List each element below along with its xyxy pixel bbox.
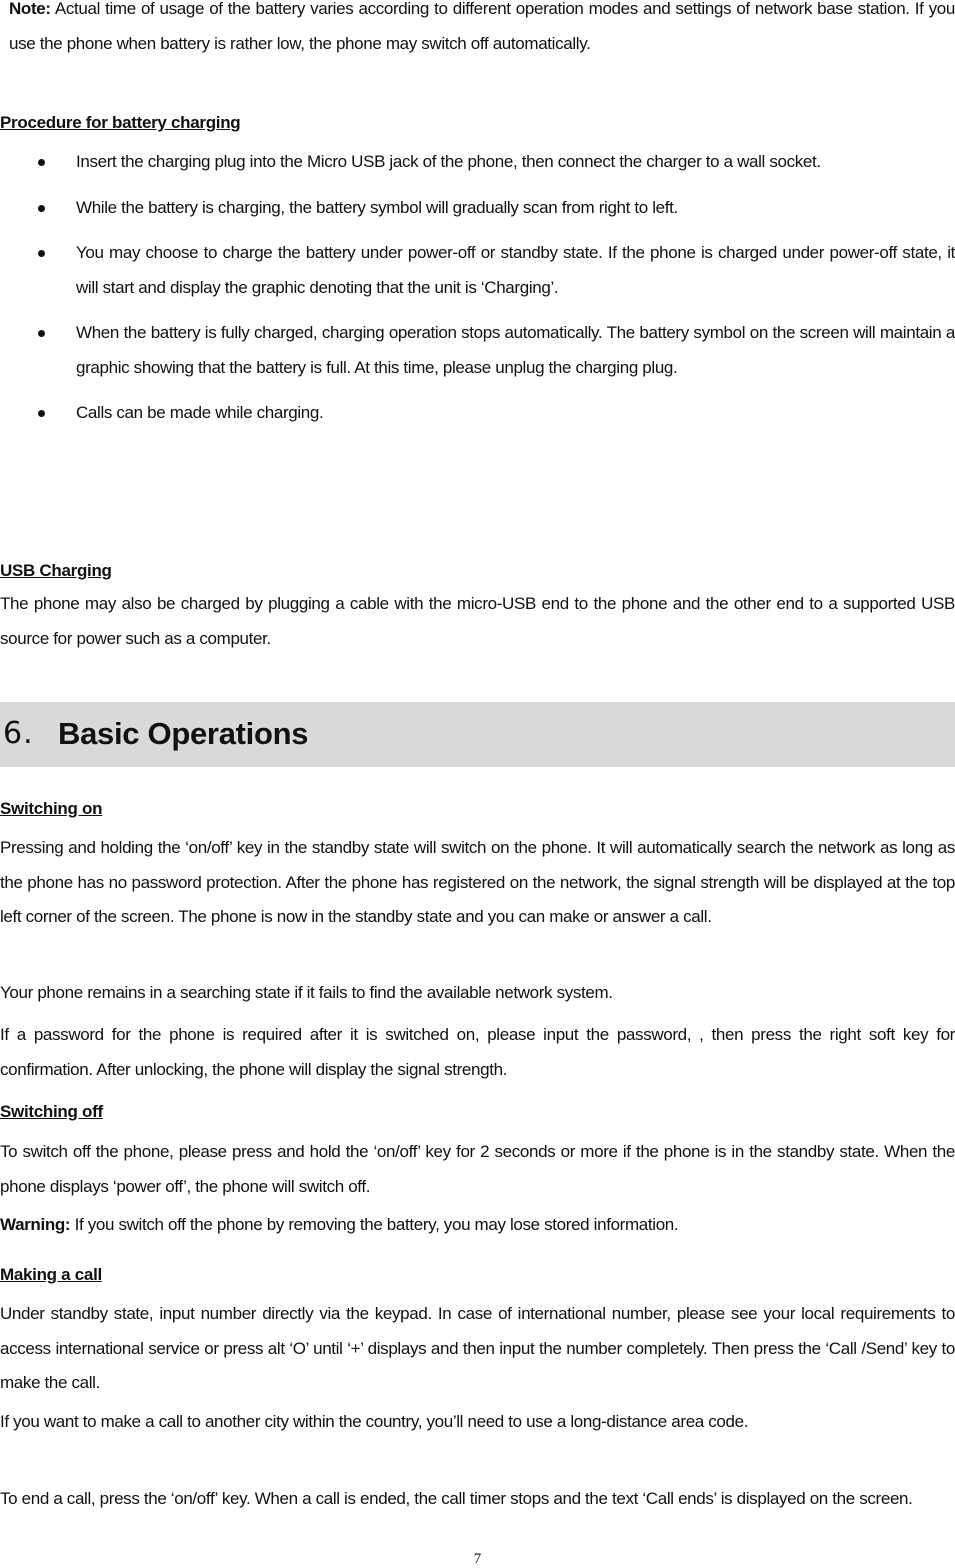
charging-steps-list [0, 145, 955, 442]
password-paragraph: If a password for the phone is required after it is switched on, please input the password, , then press the right soft key for confirmation. After unlocking, the phone will display the signal strength. [0, 1025, 955, 1079]
bullet-icon [38, 205, 45, 212]
battery-charging-heading: Procedure for battery charging [0, 113, 241, 132]
list-item [0, 236, 955, 305]
page-number: 7 [473, 1551, 482, 1567]
switching-off-heading: Switching off [0, 1102, 103, 1121]
warning-paragraph [0, 1208, 955, 1243]
bullet-icon [38, 330, 45, 337]
list-item-text: Insert the charging plug into the Micro USB jack of the phone, then connect the charger to a wall socket. [76, 152, 821, 171]
bullet-icon [38, 159, 45, 166]
warning-label: Warning: [0, 1215, 71, 1234]
section-number: 6. [3, 716, 34, 751]
switching-on-heading: Switching on [0, 799, 103, 818]
list-item-text: Calls can be made while charging. [76, 403, 324, 422]
list-item-text: When the battery is fully charged, charging operation stops automatically. The battery symbol on the screen will maintain a graphic showing that the battery is full. At this time, please unplug the charging plug. [76, 323, 955, 377]
end-call-paragraph: To end a call, press the ‘on/off’ key. When a call is ended, the call timer stops and the text ‘Call ends’ is displayed on the screen. [0, 1489, 913, 1508]
list-item [0, 191, 955, 226]
making-call-paragraph: Under standby state, input number directly via the keypad. In case of international number, please see your local requirements to access international service or press alt ‘O’ until ‘+’ displays and then input the number completely. Then press the ‘Call /Send’ key to make the call. [0, 1304, 955, 1392]
bullet-icon [38, 410, 45, 417]
usb-charging-heading: USB Charging [0, 561, 112, 580]
long-distance-paragraph: If you want to make a call to another city within the country, you’ll need to use a long-distance area code. [0, 1412, 749, 1431]
note-label: Note: [9, 0, 51, 18]
section-header [0, 702, 955, 767]
usb-charging-text: The phone may also be charged by plugging a cable with the micro-USB end to the phone and the other end to a supported USB source for power such as a computer. [0, 594, 955, 648]
note-text: Actual time of usage of the battery varies according to different operation modes and settings of network base station. If you use the phone when battery is rather low, the phone may switch off automatically. [9, 0, 955, 53]
making-call-heading: Making a call [0, 1265, 102, 1284]
switching-on-paragraph: Pressing and holding the ‘on/off’ key in the standby state will switch on the phone. It will automatically search the network as long as the phone has no password protection. After the phone has registered on the network, the signal strength will be displayed at the top left corner of the screen. The phone is now in the standby state and you can make or answer a call. [0, 838, 955, 926]
warning-text: If you switch off the phone by removing the battery, you may lose stored information. [70, 1215, 679, 1234]
list-item [0, 145, 955, 180]
section-title: Basic Operations [58, 716, 309, 751]
list-item [0, 396, 955, 431]
battery-note [9, 0, 955, 61]
searching-state-paragraph: Your phone remains in a searching state if it fails to find the available network system. [0, 983, 613, 1002]
bullet-icon [38, 250, 45, 257]
list-item [0, 316, 955, 385]
list-item-text: You may choose to charge the battery under power-off or standby state. If the phone is charged under power-off state, it will start and display the graphic denoting that the unit is ‘Charging’. [76, 243, 955, 297]
switching-off-paragraph: To switch off the phone, please press and hold the ‘on/off’ key for 2 seconds or more if the phone is in the standby state. When the phone displays ‘power off’, the phone will switch off. [0, 1142, 955, 1196]
list-item-text: While the battery is charging, the battery symbol will gradually scan from right to left. [76, 197, 678, 217]
